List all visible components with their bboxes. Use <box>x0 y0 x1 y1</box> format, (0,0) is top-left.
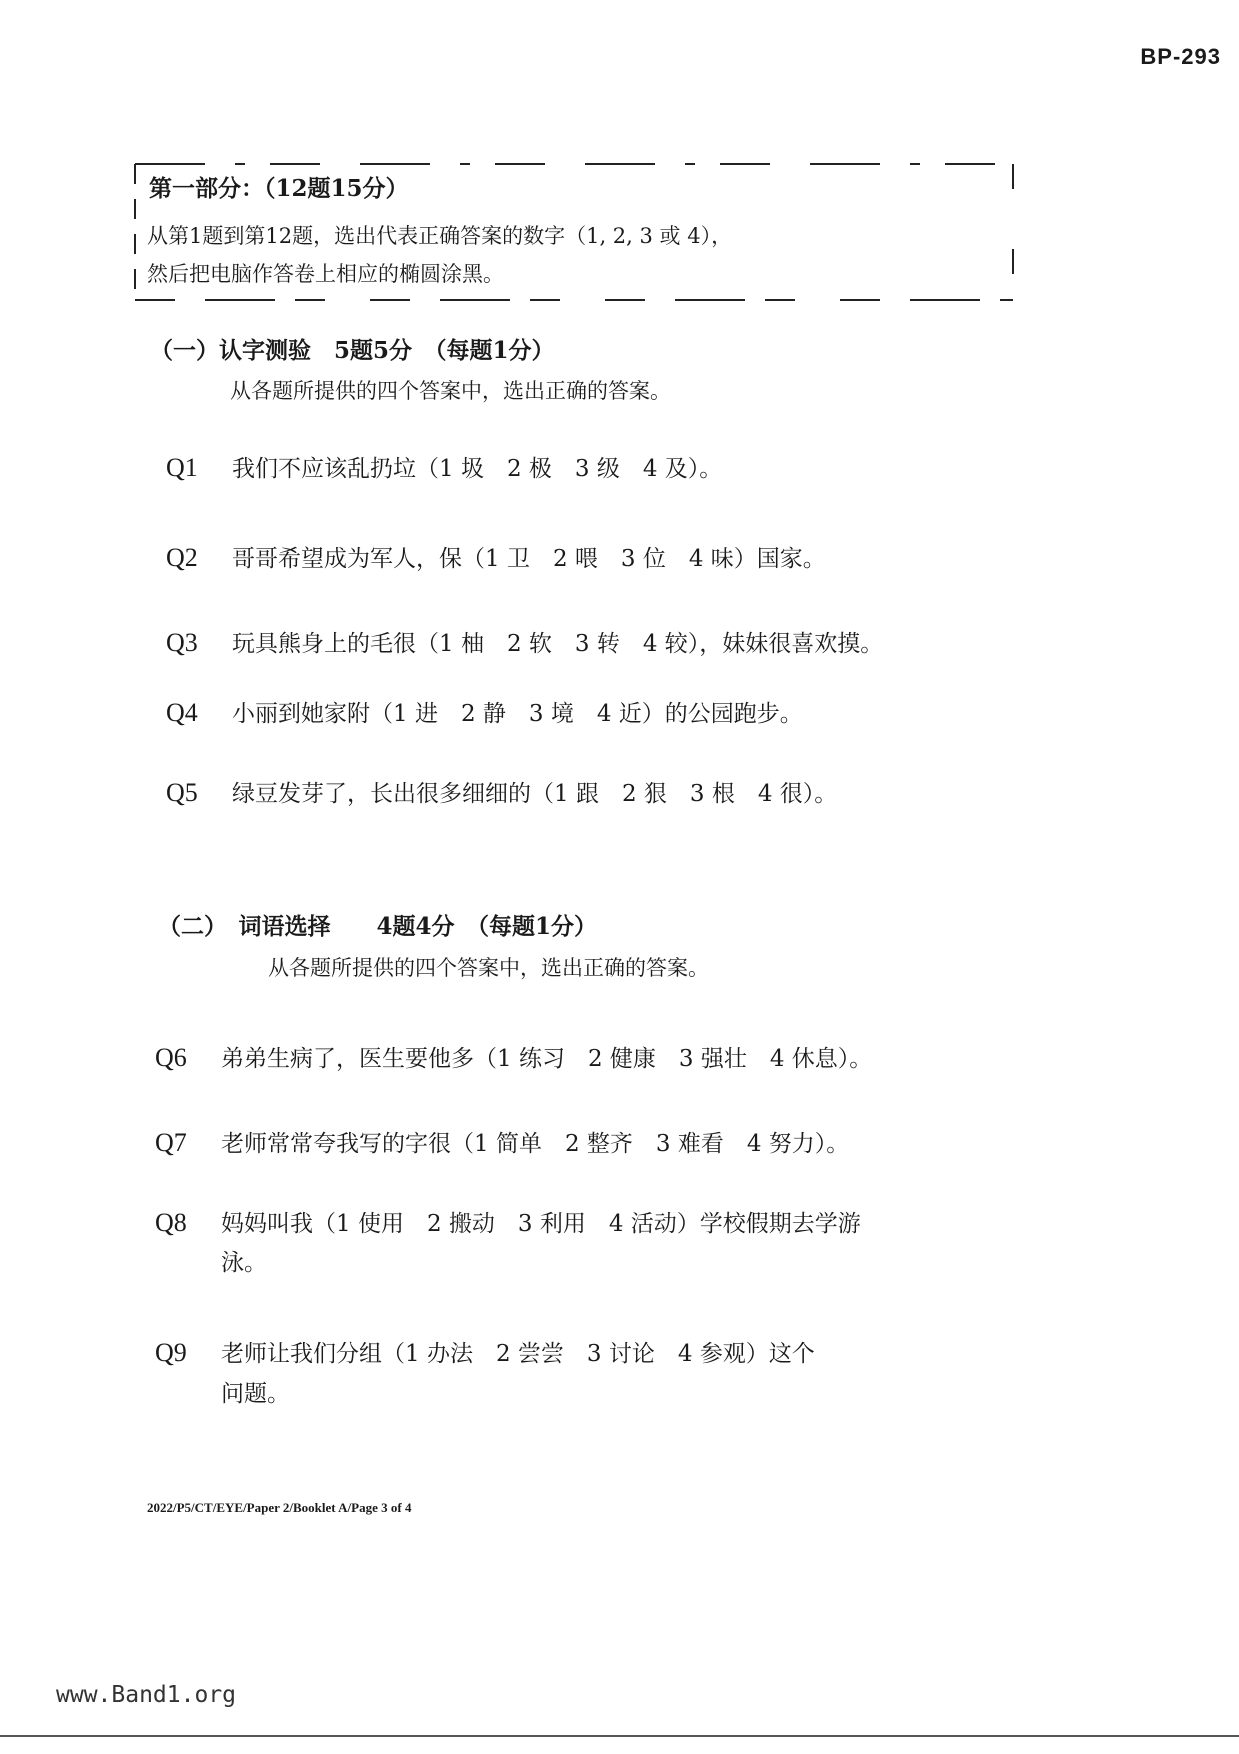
question-9 <box>155 1335 815 1368</box>
section2-heading: （二） 词语选择 4题4分 （每题1分） <box>158 913 598 940</box>
page-footer: 2022/P5/CT/EYE/Paper 2/Booklet A/Page 3 of 4 <box>147 1500 412 1515</box>
question-text: 弟弟生病了，医生要他多（1 练习 2 健康 3 强壮 4 休息）。 <box>221 1046 873 1072</box>
question-9-continuation: 问题。 <box>221 1381 290 1407</box>
question-number: Q7 <box>155 1128 187 1157</box>
section1-heading: （一）认字测验 5题5分 （每题1分） <box>150 337 555 364</box>
question-number: Q5 <box>166 778 198 807</box>
question-number: Q9 <box>155 1338 187 1367</box>
question-1 <box>166 450 722 483</box>
instruction-line-1: 从第1题到第12题，选出代表正确答案的数字（1, 2, 3 或 4）， <box>147 224 733 248</box>
question-number: Q3 <box>166 628 198 657</box>
question-4 <box>166 695 803 728</box>
question-7 <box>155 1125 849 1158</box>
question-2 <box>166 540 826 573</box>
question-number: Q8 <box>155 1208 187 1237</box>
question-text: 老师让我们分组（1 办法 2 尝尝 3 讨论 4 参观）这个 <box>221 1341 815 1367</box>
question-number: Q2 <box>166 543 198 572</box>
question-6 <box>155 1040 872 1073</box>
section1-instruction: 从各题所提供的四个答案中，选出正确的答案。 <box>230 379 671 403</box>
question-text: 我们不应该乱扔垃（1 圾 2 极 3 级 4 及）。 <box>232 456 723 482</box>
question-number: Q4 <box>166 698 198 727</box>
question-8 <box>155 1205 861 1238</box>
question-number: Q6 <box>155 1043 187 1072</box>
part-title: 第一部分：（12题15分） <box>149 175 409 202</box>
watermark: www.Band1.org <box>56 1682 237 1708</box>
document-code: BP-293 <box>1140 44 1221 69</box>
question-number: Q1 <box>166 453 198 482</box>
question-text: 哥哥希望成为军人，保（1 卫 2 喂 3 位 4 味）国家。 <box>232 546 826 572</box>
instruction-line-2: 然后把电脑作答卷上相应的椭圆涂黑。 <box>147 262 504 286</box>
question-text: 玩具熊身上的毛很（1 柚 2 软 3 转 4 较），妹妹很喜欢摸。 <box>232 631 884 657</box>
question-text: 老师常常夸我写的字很（1 简单 2 整齐 3 难看 4 努力）。 <box>221 1131 850 1157</box>
bottom-divider <box>0 1735 1239 1737</box>
question-3 <box>166 625 883 658</box>
question-text: 绿豆发芽了，长出很多细细的（1 跟 2 狠 3 根 4 很）。 <box>232 781 838 807</box>
section2-instruction: 从各题所提供的四个答案中，选出正确的答案。 <box>268 956 709 980</box>
question-8-continuation: 泳。 <box>221 1250 267 1276</box>
instructions-box <box>133 160 1015 310</box>
question-text: 妈妈叫我（1 使用 2 搬动 3 利用 4 活动）学校假期去学游 <box>221 1211 861 1237</box>
question-5 <box>166 775 837 808</box>
question-text: 小丽到她家附（1 进 2 静 3 境 4 近）的公园跑步。 <box>232 701 803 727</box>
